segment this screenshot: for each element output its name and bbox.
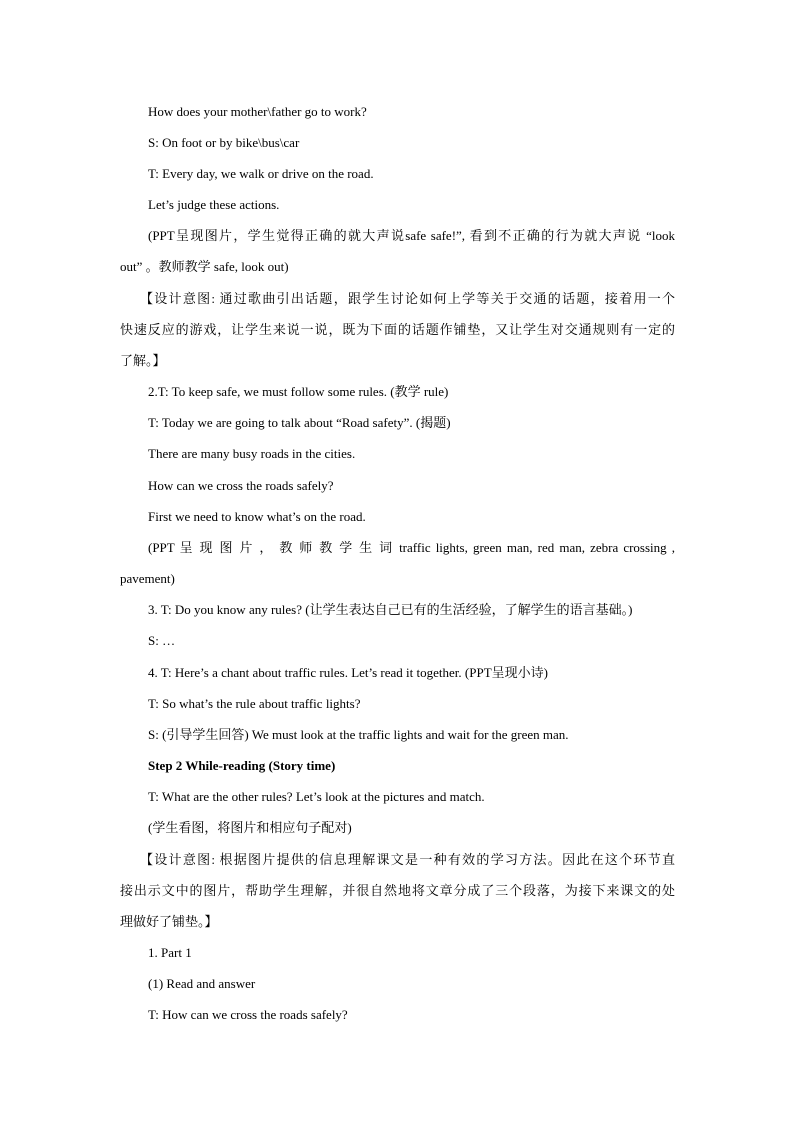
text-line: 接出示文中的图片，帮助学生理解，并很自然地将文章分成了三个段落，为接下来课文的处 [120, 883, 675, 898]
text-line: T: Every day, we walk or drive on the road. [148, 166, 374, 181]
text-line: How does your mother\father go to work? [148, 104, 367, 119]
text-line: T: So what’s the rule about traffic lights? [148, 696, 361, 711]
text-line: out” 。教师教学 safe, look out) [120, 259, 289, 274]
text-line: 【设计意图: 根据图片提供的信息理解课文是一种有效的学习方法。因此在这个环节直 [140, 852, 675, 867]
text-line: T: Today we are going to talk about “Road safety”. (揭题) [148, 415, 451, 430]
text-line: S: … [148, 633, 176, 648]
text-line: S: On foot or by bike\bus\car [148, 135, 300, 150]
text-line: 2.T: To keep safe, we must follow some rules. (教学 rule) [148, 384, 449, 399]
text-line: First we need to know what’s on the road. [148, 509, 366, 524]
text-line: 4. T: Here’s a chant about traffic rules. Let’s read it together. (PPT呈现小诗) [148, 665, 548, 680]
text-line: (PPT呈现图片，学生觉得正确的就大声说safe safe!”, 看到不正确的行为就大声说 “look [148, 228, 675, 243]
text-line: 快速反应的游戏，让学生来说一说，既为下面的话题作铺垫，又让学生对交通规则有一定的 [120, 322, 675, 337]
text-line: pavement) [120, 571, 175, 586]
text-line: (学生看图，将图片和相应句子配对) [148, 820, 352, 835]
text-line: 3. T: Do you know any rules? (让学生表达自己已有的生活经验，了解学生的语言基础。) [148, 602, 633, 617]
text-line: S: (引导学生回答) We must look at the traffic lights and wait for the green man. [148, 727, 569, 742]
text-line: There are many busy roads in the cities. [148, 446, 356, 461]
text-line: (1) Read and answer [148, 976, 256, 991]
text-line: Let’s judge these actions. [148, 197, 280, 212]
text-line: 【设计意图: 通过歌曲引出话题，跟学生讨论如何上学等关于交通的话题，接着用一个 [140, 291, 675, 306]
text-line: (PPT 呈 现 图 片 ， 教 师 教 学 生 词 traffic lights, green man, red man, zebra crossing , [148, 540, 675, 555]
text-line: T: How can we cross the roads safely? [148, 1007, 348, 1022]
text-line: 了解。】 [120, 353, 166, 368]
section-heading: Step 2 While-reading (Story time) [148, 758, 336, 773]
text-line: T: What are the other rules? Let’s look at the pictures and match. [148, 789, 485, 804]
text-line: How can we cross the roads safely? [148, 478, 334, 493]
text-line: 理做好了铺垫。】 [120, 914, 218, 929]
text-line: 1. Part 1 [148, 945, 192, 960]
